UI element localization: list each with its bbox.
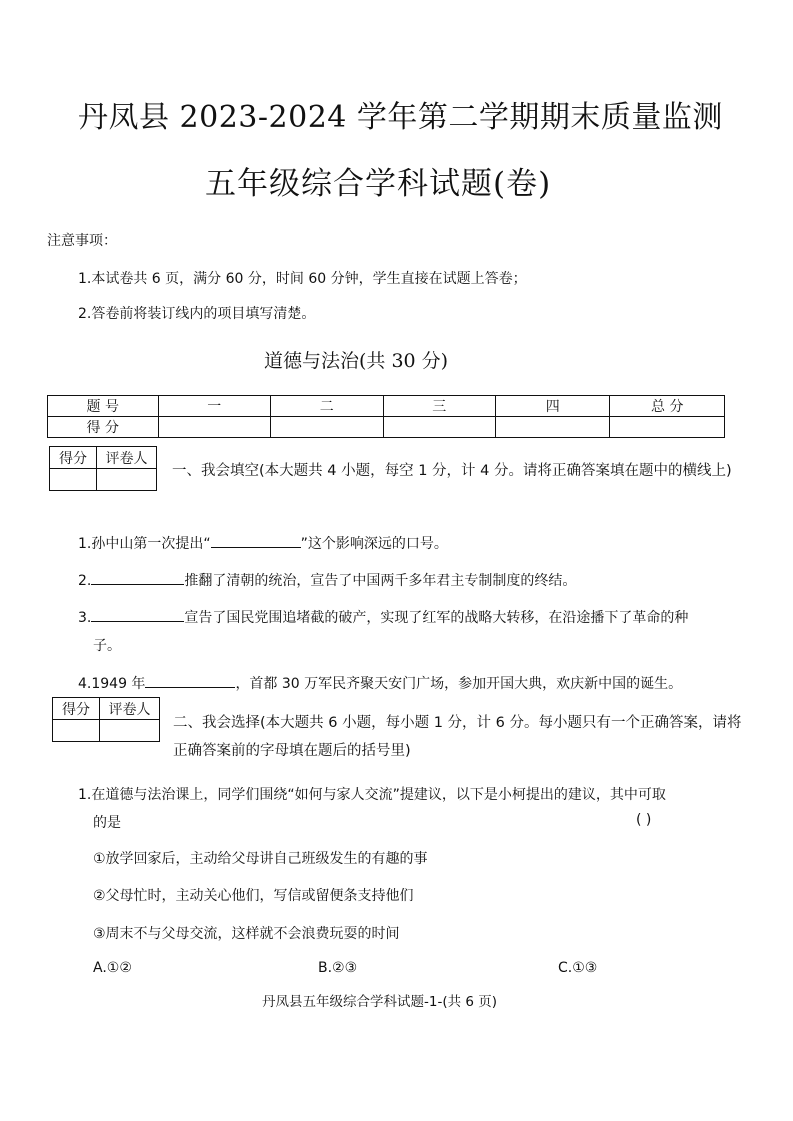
grader-name-label: 评卷人 [100,698,160,720]
score-cell-3[interactable] [383,417,496,438]
part2-q1-line1: 1.在道德与法治课上，同学们围绕“如何与家人交流”提建议，以下是小柯提出的建议，其中可取 [78,787,666,803]
note-item-2: 2.答卷前将装订线内的项目填写清楚。 [78,306,316,322]
q1-prefix: 1.孙中山第一次提出“ [78,536,211,552]
q4-prefix: 4.1949 年 [78,676,146,692]
exam-title: 丹凤县 2023-2024 学年第二学期期末质量监测 [78,100,723,135]
part2-q1-line2: 的是 [93,815,121,831]
score-table-row-label: 得 分 [48,417,159,438]
grader-score-cell[interactable] [50,469,97,491]
q1-suffix: ”这个影响深远的口号。 [300,536,448,552]
grader-name-cell[interactable] [100,720,160,742]
grader-box-part2 [52,697,160,742]
choice-b[interactable]: B.②③ [318,960,358,976]
score-cell-4[interactable] [496,417,610,438]
q4-suffix: ，首都 30 万军民齐聚天安门广场，参加开国大典，欢庆新中国的诞生。 [235,676,683,692]
score-table-header-cell: 题 号 [48,396,159,417]
note-item-1: 1.本试卷共 6 页，满分 60 分，时间 60 分钟，学生直接在试题上答卷； [78,271,527,287]
grader-score-label: 得分 [53,698,100,720]
grader-score-label: 得分 [50,447,97,469]
score-table-header-cell: 四 [496,396,610,417]
q3-suffix: 宣告了国民党围追堵截的破产，实现了红军的战略大转移，在沿途播下了革命的种 [184,610,689,626]
score-cell-2[interactable] [271,417,384,438]
score-table-header-cell: 总 分 [610,396,725,417]
part2-q1-statement-2: ②父母忙时，主动关心他们，写信或留便条支持他们 [93,888,414,904]
part1-q2 [78,570,576,590]
grader-score-cell[interactable] [53,720,100,742]
score-cell-total[interactable] [610,417,725,438]
part1-heading-text: 一、我会填空(本大题共 4 小题，每空 1 分，计 4 分。请将正确答案填在题中的横线上) [172,463,732,479]
q1-answer-blank[interactable] [211,533,301,548]
score-cell-1[interactable] [158,417,271,438]
exam-subtitle: 五年级综合学科试题(卷) [205,166,552,202]
page-footer: 丹凤县五年级综合学科试题-1-(共 6 页) [262,994,498,1010]
score-table-header-cell: 一 [158,396,271,417]
part1-q3 [78,607,688,627]
part1-q3-cont: 子。 [93,638,121,654]
part2-q1-answer-bracket[interactable]: ( ) [636,812,652,828]
q2-suffix: 推翻了清朝的统治，宣告了中国两千多年君主专制制度的终结。 [184,573,577,589]
q3-prefix: 3. [78,610,92,626]
q4-answer-blank[interactable] [145,673,235,688]
q2-answer-blank[interactable] [91,570,184,585]
score-table-header-cell: 二 [271,396,384,417]
score-table-score-row [48,417,725,438]
score-table-header-row [48,396,725,417]
part2-heading [173,709,751,765]
q2-prefix: 2. [78,573,92,589]
part2-heading-text: 二、我会选择(本大题共 6 小题，每小题 1 分，计 6 分。每小题只有一个正确答案，请将正确答案前的字母填在题后的括号里) [173,715,742,759]
part2-q1-statement-3: ③周末不与父母交流，这样就不会浪费玩耍的时间 [93,926,400,942]
q3-answer-blank[interactable] [91,607,184,622]
choice-a[interactable]: A.①② [93,960,132,976]
section-title: 道德与法治(共 30 分) [264,350,449,372]
grader-box-part1 [49,446,157,491]
part2-q1-statement-1: ①放学回家后，主动给父母讲自己班级发生的有趣的事 [93,851,428,867]
score-table-header-cell: 三 [383,396,496,417]
grader-name-label: 评卷人 [97,447,157,469]
score-table [47,395,725,438]
part1-q1 [78,533,448,553]
part1-heading [172,457,750,485]
notes-heading: 注意事项： [47,233,117,249]
part1-q4 [78,673,682,693]
grader-name-cell[interactable] [97,469,157,491]
choice-c[interactable]: C.①③ [558,960,598,976]
